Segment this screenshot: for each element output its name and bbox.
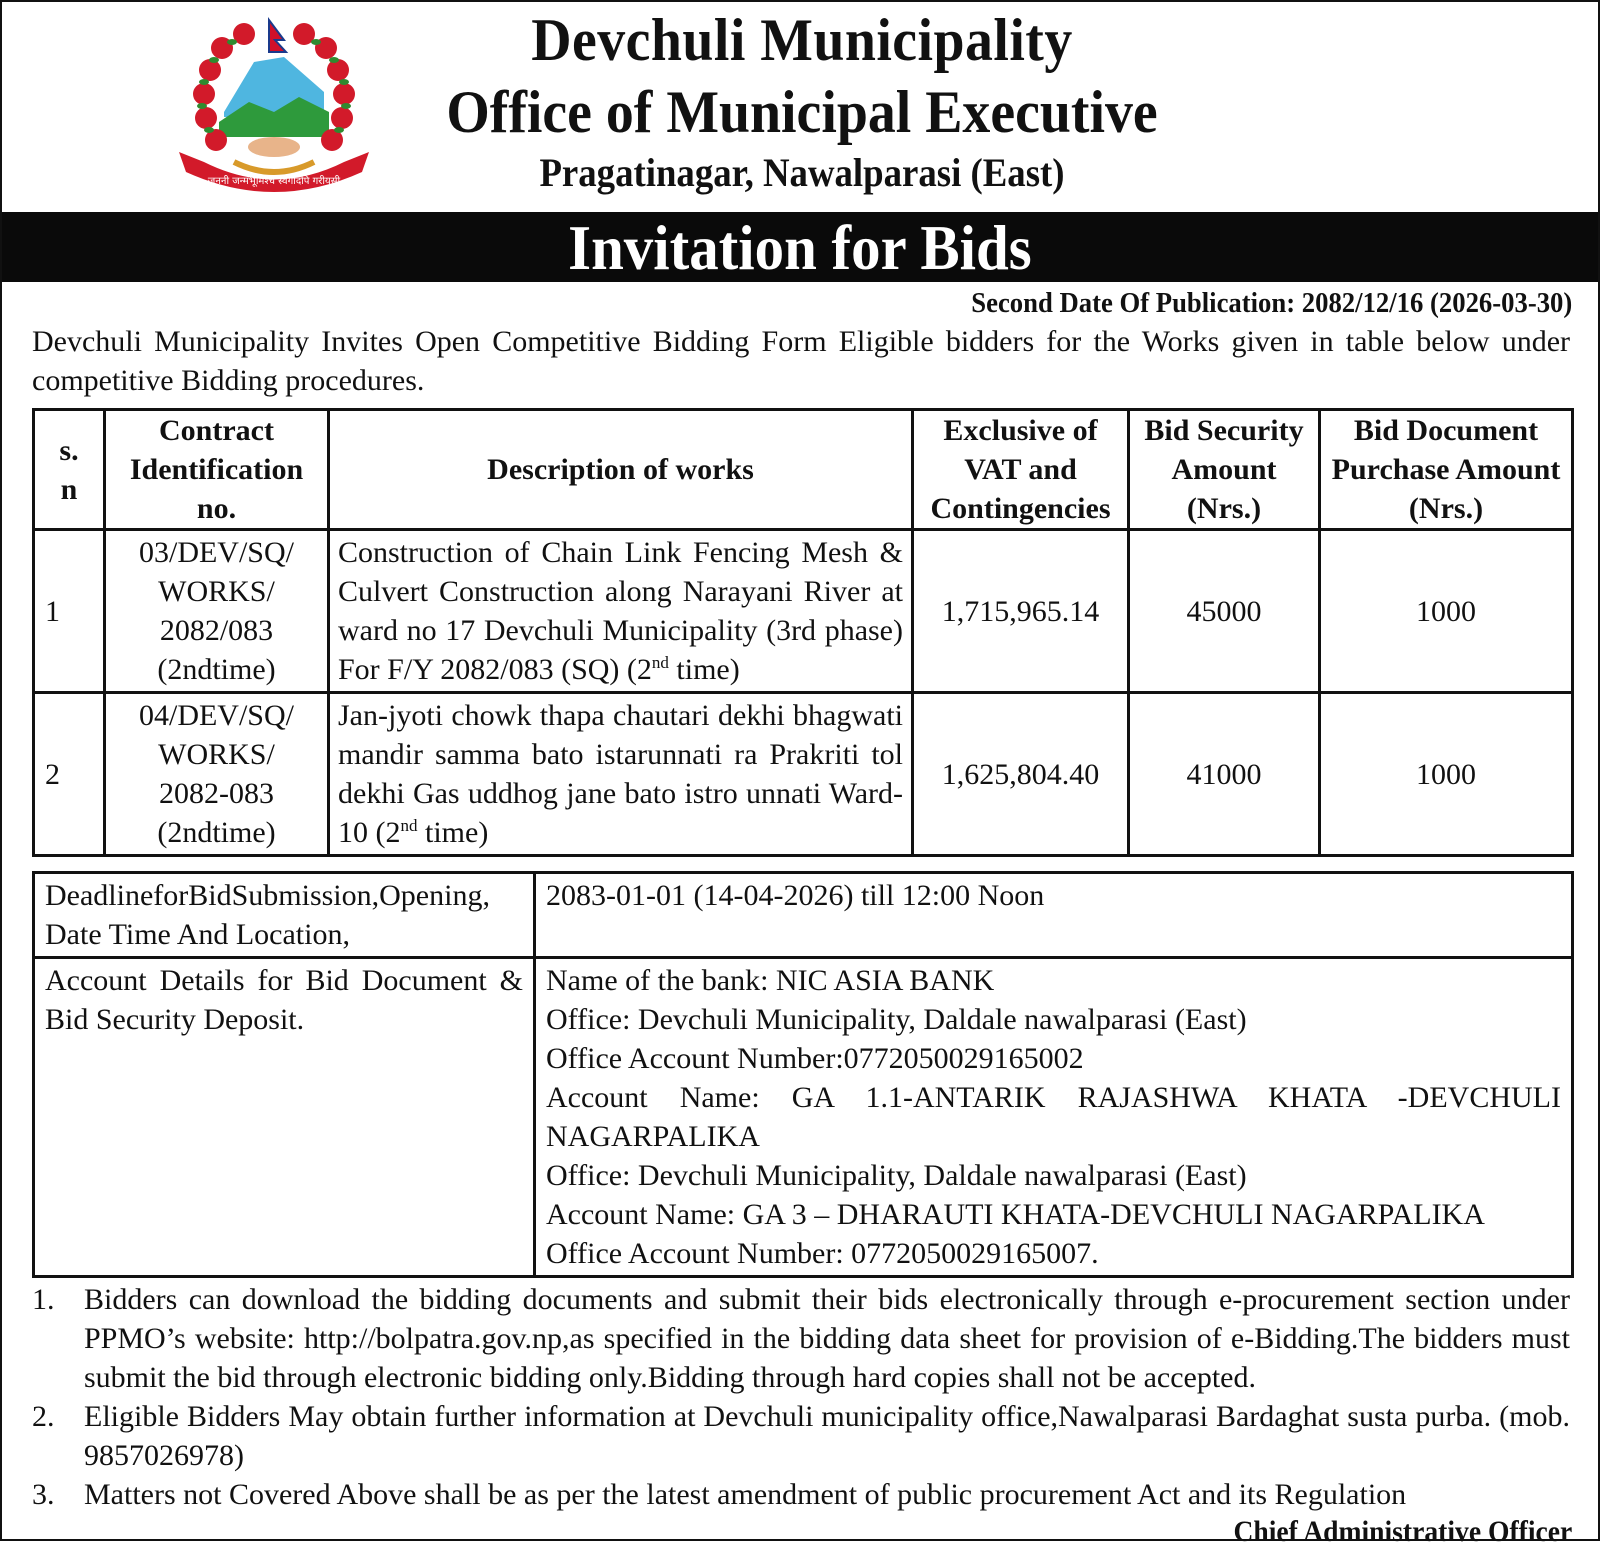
account-name: Account Name: GA 3 – DHARAUTI KHATA-DEVCHULI NAGARPALIKA [546,1198,1485,1231]
nepal-government-emblem-icon [174,12,374,197]
description-tail: time) [417,816,489,849]
works-table [32,408,1574,857]
note-item [32,1397,1570,1475]
header-sn-line2: n [60,472,78,506]
contract-id-line: 04/DEV/SQ/ [138,699,294,732]
handshake-icon [248,137,300,157]
cell-bid-document: 1000 [1320,693,1573,856]
publication-date-text: Second Date Of Publication: 2082/12/16 (2026-03-30) [970,287,1572,319]
wheat-icon [234,162,314,172]
header-description: Description of works [329,410,913,530]
cell-description [329,693,913,856]
account-office: Office: Devchuli Municipality, Daldale nawalparasi (East) [546,1003,1247,1036]
account-row [34,958,1573,1277]
header-sn-line1: s. [59,433,79,467]
header-bid-security: Bid Security Amount (Nrs.) [1129,410,1320,530]
header-sn [34,410,105,530]
cell-bid-document: 1000 [1320,530,1573,693]
note-text: Bidders can download the bidding documents and submit their bids electronically through e-procurement section under PPMO’s website: http://bolpatra.gov.np,as specified in the bidding data sheet for provision of e-Bidding.The bidders must submit the bid through electronic bidding only.Bidding through hard copies shall not be accepted. [84,1283,1570,1394]
works-table-header-row [34,410,1573,530]
signatory-title: Chief Administrative Officer [1233,1515,1572,1548]
cell-bid-security: 41000 [1129,693,1320,856]
account-number: Office Account Number:0772050029165002 [546,1042,1084,1075]
cell-sn: 1 [34,530,105,693]
header-exclusive-vat: Exclusive of VAT and Contingencies [913,410,1129,530]
table-row [34,693,1573,856]
contract-id-line: 03/DEV/SQ/ [138,536,294,569]
note-item [32,1280,1570,1397]
office-address: Pragatinagar, Nawalparasi (East) [539,150,1065,195]
flag-icon [269,20,286,52]
contract-id-line: (2ndtime) [157,653,276,686]
notice-title: Invitation for Bids [568,212,1032,283]
cell-exclusive-vat: 1,715,965.14 [913,530,1129,693]
office-name: Office of Municipal Executive [446,79,1158,145]
note-number: 2. [32,1400,55,1433]
header [2,2,1598,212]
account-label: Account Details for Bid Document & Bid Security Deposit. [34,958,535,1277]
note-item [32,1475,1570,1514]
emblem-motto: जननी जन्मभूमिश्च स्वर्गादपि गरीयसी [207,176,341,187]
deadline-value: 2083-01-01 (14-04-2026) till 12:00 Noon [535,873,1573,958]
note-text: Eligible Bidders May obtain further information at Devchuli municipality office,Nawalparasi Bardaghat susta purba. (mob. 9857026978) [84,1400,1570,1472]
contract-id-line: 2082-083 [159,777,274,810]
note-number: 3. [32,1478,55,1511]
description-tail: time) [668,653,740,686]
contract-id-line: 2082/083 [159,614,274,647]
cell-description [329,530,913,693]
note-number: 1. [32,1283,55,1316]
cell-contract-id [105,530,329,693]
cell-sn: 2 [34,693,105,856]
cell-bid-security: 45000 [1129,530,1320,693]
deadline-label: DeadlineforBidSubmission,Opening, Date Time And Location, [34,873,535,958]
contract-id-line: (2ndtime) [157,816,276,849]
note-text: Matters not Covered Above shall be as per the latest amendment of public procurement Act and its Regulation [84,1478,1407,1511]
header-bid-document: Bid Document Purchase Amount (Nrs.) [1320,410,1573,530]
description-superscript: nd [400,816,418,835]
deadline-row [34,873,1573,958]
description-text: Construction of Chain Link Fencing Mesh & Culvert Construction along Narayani River at ward no 17 Devchuli Municipality (3rd phase) For F/Y 2082/083 (SQ) (2 [338,536,903,686]
description-superscript: nd [651,653,669,672]
header-contract-id: Contract Identification no. [105,410,329,530]
account-number: Office Account Number: 0772050029165007. [546,1237,1099,1270]
bid-details-table [32,871,1574,1278]
table-row [34,530,1573,693]
contract-id-line: WORKS/ [158,575,275,608]
signature-block [2,1514,1598,1550]
publication-date [2,284,1598,322]
contract-id-line: WORKS/ [158,738,275,771]
bank-name: Name of the bank: NIC ASIA BANK [546,964,995,997]
account-details [535,958,1573,1277]
description-text: Jan-jyoti chowk thapa chautari dekhi bhagwati mandir samma bato istarunnati ra Prakriti tol dekhi Gas uddhog jane bato istro unnati Ward-10 (2 [338,699,903,849]
notice-title-banner [2,212,1598,282]
emblem-graphic [174,12,374,197]
account-name: Account Name: GA 1.1-ANTARIK RAJASHWA KHATA -DEVCHULI NAGARPALIKA [546,1081,1561,1153]
intro-paragraph: Devchuli Municipality Invites Open Competitive Bidding Form Eligible bidders for the Works given in table below under competitive Bidding procedures. [32,325,1570,397]
cell-exclusive-vat: 1,625,804.40 [913,693,1129,856]
header-titles [382,2,1222,198]
municipality-name: Devchuli Municipality [531,7,1073,73]
cell-contract-id [105,693,329,856]
account-office: Office: Devchuli Municipality, Daldale nawalparasi (East) [546,1159,1247,1192]
notes-list [32,1280,1570,1514]
